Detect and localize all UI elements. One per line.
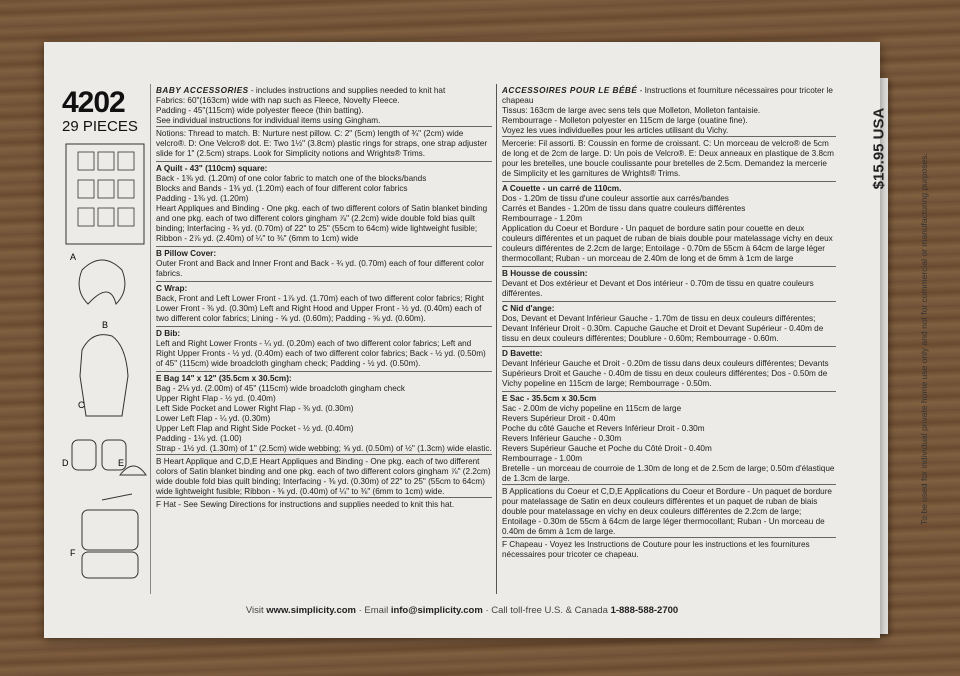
email-link[interactable]: info@simplicity.com (390, 605, 483, 616)
french-header: ACCESSOIRES POUR LE BÉBÉ (502, 86, 638, 95)
view-label-d: D (62, 458, 69, 468)
quilt-illustration (66, 144, 144, 244)
website-link[interactable]: www.simplicity.com (266, 605, 356, 616)
section-d: D Bib: Left and Right Lower Fronts - ¼ yd. (0.20m) each of two different color fabrics; Left and Right Upper Fronts - ½ yd. (0.40m) each of two different color fabrics; Back - ½ yd. (0.50m) of 45" (115cm) wide broadcloth gingham check; Padding - ½ yd. (0.50m). (156, 326, 492, 369)
pieces-count: 29 PIECES (62, 118, 138, 135)
pattern-number: 4202 (62, 86, 125, 119)
section-e: E Bag 14" x 12" (35.5cm x 30.5cm): Bag - 2⅛ yd. (2.00m) of 45" (115cm) wide broadcloth gingham check Upper Right Flap - ½ yd. (0.40m) Left Side Pocket and Lower Right Flap - ⅜ yd. (0.30m) Lower Left Flap - ¼ yd. (0.30m) Upper Left Flap and Right Side Pocket - ½ yd. (0.40m) Padding - 1⅛ yd. (1.00) Strap - 1½ yd. (1.30m) of 1" (2.5cm) wide webbing; ⅝ yd. (0.50m) of ½" (1.3cm) wide elastic. (156, 371, 492, 454)
column-divider-left (150, 84, 151, 594)
column-divider-middle (496, 84, 497, 594)
view-label-c: C (78, 400, 85, 410)
french-column: ACCESSOIRES POUR LE BÉBÉ - Instructions et fourniture nécessaires pour tricoter le chapeau Tissus: 163cm de large avec sens tels que Molleton, Molleton fantaisie. Rembourrage - Molleton polyester en 115cm de large (ouatine fine). Voyez les vues individuelles pour les articles utilisant du Vichy. Mercerie: Fil assorti. B: Coussin en forme de croissant. C: Un morceau de velcro® de 5cm de long et de 2cm de large. D: Un pois de Velcro®. E: Deux anneaux en plastique de 3.8cm pour les bretelles, une boucle coulissante pour bretelles de 2.5cm. Demandez la mercerie de Simplicity et les garnitures de Wrights® Trims. A Couette - un carré de 110cm. Dos - 1.20m de tissu d'une couleur assortie aux carrés/bandes Carrés et Bandes - 1.20m de tissu dans quatre couleurs différentes Rembourrage - 1.20m Application du Coeur et Bordure - Un paquet de bordure satin pour couette en deux couleurs différentes et un paquet de ruban de biais double pour matelassage vichy en deux couleurs différentes de 2.2cm de large; Entoilage - 0.70m de 55cm à 64cm de large léger thermocollant; Ruban - un morceau de 2.40m de long et de 6mm à 1cm de large B Housse de coussin: Devant et Dos extérieur et Devant et Dos intérieur - 0.70m de tissu en quatre couleurs différentes. C Nid d'ange: Dos, Devant et Devant Inférieur Gauche - 1.70m de tissu en deux couleurs différentes; Devant Inférieur Droit - 0.30m. Capuche Gauche et Droit et Devant Supérieur - 0.40m de tissu en deux couleurs différentes; Doublure - 0.60m; Rembourrage - 0.60m. D Bavette: Devant Inférieur Gauche et Droit - 0.20m de tissu dans deux couleurs différentes; Devants Supérieurs Droit et Gauche - 0.40m de tissu en deux couleurs différentes; Dos - 0.50m de Vichy popeline en 115cm de large; Rembourrage - 0.50m. E Sac - 35.5cm x 30.5cm Sac - 2.00m de vichy popeline en 115cm de large Revers Supérieur Droit - 0.40m Poche du côté Gauche et Revers Inférieur Droit - 0.30m Revers Inférieur Gauche - 0.30m Revers Supérieur Gauche et Poche du Côté Droit - 0.40m Rembourrage - 1.00m Bretelle - un morceau de courroie de 1.30m de long et de 2.5cm de large; 0.50m d'élastique de 1.3cm de large. B Applications du Coeur et C,D,E Applications du Coeur et Bordure - Un paquet de bordure pour matelassage de Satin en deux couleurs différentes et un paquet de ruban de biais double pour matelassage en vichy en deux couleurs différentes de 2.2cm de large; Entoilage - 0.30m de 55cm à 64cm de large léger thermocollant; Ruban - Un morceau de 0.40m de 6mm à 1cm de large. F Chapeau - Voyez les Instructions de Couture pour les instructions et les fournitures nécessaires pour tricoter ce chapeau. (502, 86, 835, 559)
wrap-illustration (80, 335, 128, 416)
section-f: F Hat - See Sewing Directions for instructions and supplies needed to knit this hat. (156, 497, 492, 510)
section-f-fr: F Chapeau - Voyez les Instructions de Couture pour les instructions et les fournitures nécessaires pour tricoter ce chapeau. (502, 537, 836, 560)
section-d-fr: D Bavette: Devant Inférieur Gauche et Droit - 0.20m de tissu dans deux couleurs différentes; Devants Supérieurs Droit et Gauche - 0.40m de tissu en deux couleurs différentes; Dos - 0.50m de Vichy popeline en 115cm de large; Rembourrage - 0.50m. (502, 346, 836, 389)
section-a-fr: A Couette - un carré de 110cm. Dos - 1.20m de tissu d'une couleur assortie aux carrés/bandes Carrés et Bandes - 1.20m de tissu dans quatre couleurs différentes Rembourrage - 1.20m Application du Coeur et Bordure - Un paquet de bordure satin pour couette en deux couleurs différentes et un paquet de ruban de biais double pour matelassage vichy en deux couleurs différentes de 2.2cm de large; Entoilage - 0.70m de 55cm à 64cm de large léger thermocollant; Ruban - un morceau de 2.40m de long et de 6mm à 1cm de large (502, 181, 836, 264)
view-label-a: A (70, 252, 77, 262)
view-label-f: F (70, 548, 76, 558)
section-b2-fr: B Applications du Coeur et C,D,E Applications du Coeur et Bordure - Un paquet de bordure pour matelassage de Satin en deux couleurs différentes et un paquet de ruban de biais double pour matelassage en vichy en deux couleurs différentes de 2.2cm de large; Entoilage - 0.30m de 55cm à 64cm de large léger thermocollant; Ruban - Un morceau de 0.40m de 6mm à 1cm de large. (502, 484, 836, 537)
bag-illustration (82, 494, 138, 578)
mercerie-text: Mercerie: Fil assorti. B: Coussin en forme de croissant. C: Un morceau de velcro® de 5cm de long et de 2cm de large. D: Un pois de Velcro®. E: Deux anneaux en plastique de 3.8cm pour les bretelles, une boucle coulissante pour bretelles de 2.5cm. Demandez la mercerie de Simplicity et les garnitures de Wrights® Trims. (502, 136, 836, 179)
notions-text: Notions: Thread to match. B: Nurture nest pillow. C: 2" (5cm) length of ¾" (2cm) wide velcro®. D: One Velcro® dot. E: Two 1½" (3.8cm) plastic rings for straps, one strap adjuster slide for 1" (2.5cm) straps. Look for Simplicity notions and Wrights® Trims. (156, 126, 492, 159)
usage-note: To be used for individual private home use only and not for commercial or manufacturing purposes. (919, 153, 929, 525)
section-a: A Quilt - 43" (110cm) square: Back - 1⅜ yd. (1.20m) of one color fabric to match one of the blocks/bands Blocks and Bands - 1⅜ yd. (1.20m) each of four different color fabrics Padding - 1⅜ yd. (1.20m) Heart Appliques and Binding - One pkg. each of two different colors of Satin blanket binding and one pkg. each of two different colors gingham ⅞" (2.2cm) wide double fold bias quilt binding; Interfacing - ¾ yd. (0.70m) of 22" to 25" (55cm to 64cm) wide lightweight fusible; Ribbon - 2⅞ yd. (2.40m) of ¼" to ⅜" (6mm to 1cm) wide (156, 161, 492, 244)
section-b: B Pillow Cover: Outer Front and Back and Inner Front and Back - ¾ yd. (0.70m) each of four different color fabrics. (156, 246, 492, 279)
section-b-fr: B Housse de coussin: Devant et Dos extérieur et Devant et Dos intérieur - 0.70m de tissu en quatre couleurs différentes. (502, 266, 836, 299)
pillow-illustration (79, 260, 125, 304)
footer: Visit www.simplicity.com · Email info@simplicity.com · Call toll-free U.S. & Canada 1-888-588-2700 (245, 605, 679, 616)
section-c: C Wrap: Back, Front and Left Lower Front - 1⅞ yd. (1.70m) each of two different color fabrics; Right Lower Front - ⅜ yd. (0.30m) Left and Right Hood and Upper Front - ½ yd. (0.40m) each of two different color fabrics; Lining - ⅝ yd. (0.60m); Padding - ⅝ yd. (0.60m). (156, 281, 492, 324)
section-b2: B Heart Applique and C,D,E Heart Appliques and Binding - One pkg. each of two different colors of Satin blanket binding and one pkg. each of two different colors gingham ⅞" (2.2cm) wide double fold bias quilt binding; Interfacing - ⅜ yd. (0.30m) of 22" to 25" (55cm to 64cm) wide lightweight fusible; Ribbon - ⅜ yd. (0.40m) of ¼" to ⅜" (6mm to 1cm) wide. (156, 454, 492, 497)
view-label-e: E (118, 458, 125, 468)
english-column: BABY ACCESSORIES - includes instructions and supplies needed to knit hat Fabrics: 60"(163cm) wide with nap such as Fleece, Novelty Fleece. Padding - 45"(115cm) wide polyester fleece (thin batting). See individual instructions for individual items using Gingham. Notions: Thread to match. B: Nurture nest pillow. C: 2" (5cm) length of ¾" (2cm) wide velcro®. D: One Velcro® dot. E: Two 1½" (3.8cm) plastic rings for straps, one strap adjuster slide for 1" (2.5cm) straps. Look for Simplicity notions and Wrights® Trims. A Quilt - 43" (110cm) square: Back - 1⅜ yd. (1.20m) of one color fabric to match one of the blocks/bands Blocks and Bands - 1⅜ yd. (1.20m) each of four different color fabrics Padding - 1⅜ yd. (1.20m) Heart Appliques and Binding - One pkg. each of two different colors of Satin blanket binding and one pkg. each of two different colors gingham ⅞" (2.2cm) wide double fold bias quilt binding; Interfacing - ¾ yd. (0.70m) of 22" to 25" (55cm to 64cm) wide lightweight fusible; Ribbon - 2⅞ yd. (2.40m) of ¼" to ⅜" (6mm to 1cm) wide B Pillow Cover: Outer Front and Back and Inner Front and Back - ¾ yd. (0.70m) each of four different color fabrics. C Wrap: Back, Front and Left Lower Front - 1⅞ yd. (1.70m) each of two different color fabrics; Right Lower Front - ⅜ yd. (0.30m) Left and Right Hood and Upper Front - ½ yd. (0.40m) each of two different color fabrics; Lining - ⅝ yd. (0.60m); Padding - ⅝ yd. (0.60m). D Bib: Left and Right Lower Fronts - ¼ yd. (0.20m) each of two different color fabrics; Left and Right Upper Fronts - ½ yd. (0.40m) each of two different color fabrics; Back - ½ yd. (0.50m) of 45" (115cm) wide broadcloth gingham check; Padding - ½ yd. (0.50m). E Bag 14" x 12" (35.5cm x 30.5cm): Bag - 2⅛ yd. (2.00m) of 45" (115cm) wide broadcloth gingham check Upper Right Flap - ½ yd. (0.40m) Left Side Pocket and Lower Right Flap - ⅜ yd. (0.30m) Lower Left Flap - ¼ yd. (0.30m) Upper Left Flap and Right Side Pocket - ½ yd. (0.40m) Padding - 1⅛ yd. (1.00) Strap - 1½ yd. (1.30m) of 1" (2.5cm) wide webbing; ⅝ yd. (0.50m) of ½" (1.3cm) wide elastic. B Heart Applique and C,D,E Heart Appliques and Binding - One pkg. each of two different colors of Satin blanket binding and one pkg. each of two different colors gingham ⅞" (2.2cm) wide double fold bias quilt binding; Interfacing - ⅜ yd. (0.30m) of 22" to 25" (55cm to 64cm) wide lightweight fusible; Ribbon - ⅜ yd. (0.40m) of ¼" to ⅜" (6mm to 1cm) wide. F Hat - See Sewing Directions for instructions and supplies needed to knit this hat. (156, 86, 492, 509)
phone-number: 1-888-588-2700 (610, 605, 679, 616)
section-e-fr: E Sac - 35.5cm x 30.5cm Sac - 2.00m de vichy popeline en 115cm de large Revers Supérieur Droit - 0.40m Poche du côté Gauche et Revers Inférieur Droit - 0.30m Revers Inférieur Gauche - 0.30m Revers Supérieur Gauche et Poche du Côté Droit - 0.40m Rembourrage - 1.00m Bretelle - un morceau de courroie de 1.30m de long et de 2.5cm de large; 0.50m d'élastique de 1.3cm de large. (502, 391, 836, 484)
view-illustrations (62, 140, 148, 600)
english-header: BABY ACCESSORIES (156, 86, 249, 95)
price-label: $15.95 USA (870, 107, 888, 190)
view-label-b: B (102, 320, 109, 330)
section-c-fr: C Nid d'ange: Dos, Devant et Devant Inférieur Gauche - 1.70m de tissu en deux couleurs différentes; Devant Inférieur Droit - 0.30m. Capuche Gauche et Droit et Devant Supérieur - 0.40m de tissu en deux couleurs différentes; Doublure - 0.60m; Rembourrage - 0.60m. (502, 301, 836, 344)
